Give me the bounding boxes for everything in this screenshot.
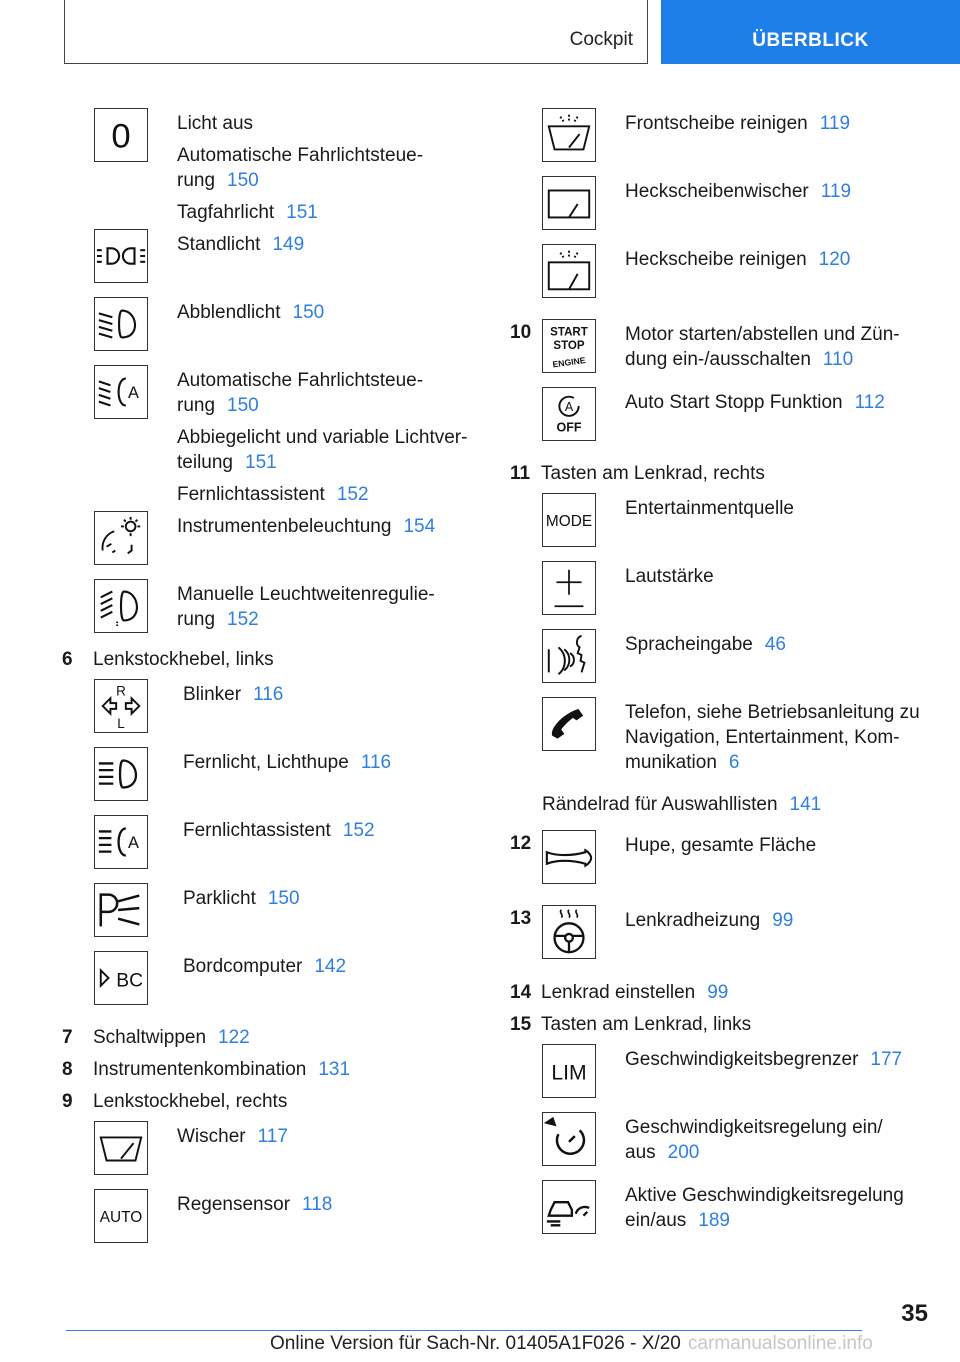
volume-icon <box>542 561 596 615</box>
entry-item <box>625 700 930 775</box>
entry-item <box>183 954 482 979</box>
row-light-off <box>94 108 482 229</box>
item-11 <box>510 461 930 486</box>
svg-text:ENGINE: ENGINE <box>551 354 587 370</box>
entry-item <box>625 322 930 372</box>
entry-item <box>177 111 482 136</box>
entry-item <box>177 425 482 475</box>
row-volume <box>542 561 930 629</box>
entry-text: Regensensor <box>177 1194 291 1215</box>
item-number: 10 <box>510 322 532 343</box>
entry-item <box>625 179 930 204</box>
row-voice-input <box>542 629 930 697</box>
svg-text:A: A <box>128 383 139 402</box>
start-stop-button-icon <box>542 319 596 373</box>
turn-signal-icon <box>94 679 148 733</box>
row-instrument-lighting <box>94 511 482 579</box>
item-number: 15 <box>510 1014 532 1035</box>
item-number: 14 <box>510 982 532 1003</box>
row-speed-limiter <box>542 1044 930 1112</box>
page-link[interactable]: 46 <box>764 634 786 655</box>
auto-light-icon <box>94 365 148 419</box>
row-high-beam <box>94 747 482 815</box>
entry-item <box>177 482 482 507</box>
page-link[interactable]: 142 <box>314 956 347 977</box>
page-link[interactable]: 99 <box>707 982 729 1003</box>
page-link[interactable]: 154 <box>403 516 436 537</box>
raendel-line <box>542 792 930 817</box>
entry-item <box>625 632 930 657</box>
row-parking-lamp <box>94 883 482 951</box>
row-rain-sensor <box>94 1189 482 1257</box>
entry-item <box>177 300 482 325</box>
page-link[interactable]: 152 <box>342 820 375 841</box>
entry-text: Aktive Geschwindigkeitsregelung ein/aus <box>625 1185 904 1231</box>
item-14 <box>510 980 930 1005</box>
item-number: 13 <box>510 908 532 929</box>
entry-text: Lautstärke <box>625 566 714 587</box>
row-auto-start-stop <box>542 387 930 461</box>
svg-text:AUTO: AUTO <box>99 1208 143 1226</box>
raendel-text: Rändelrad für Auswahllisten <box>542 794 778 815</box>
page-link[interactable]: 141 <box>789 794 822 815</box>
row-auto-light <box>94 365 482 511</box>
parking-light-icon <box>94 229 148 283</box>
entry-text: Fernlicht, Lichthupe <box>183 752 349 773</box>
entry-item <box>625 833 930 858</box>
auto-start-stop-icon <box>542 387 596 441</box>
entry-text: Abblendlicht <box>177 302 281 323</box>
entry-item <box>625 247 930 272</box>
page-link[interactable]: 112 <box>854 392 885 413</box>
item-number: 11 <box>510 463 531 484</box>
row-phone <box>542 697 930 792</box>
row-high-beam-assist <box>94 815 482 883</box>
row-turn-signal <box>94 679 482 747</box>
page-link[interactable]: 119 <box>820 181 852 202</box>
entry-text: Heckscheibenwischer <box>625 181 809 202</box>
entry-item <box>183 682 482 707</box>
item-label: Schaltwippen <box>93 1027 207 1048</box>
svg-text:A: A <box>128 833 139 852</box>
entry-text: Fernlichtassistent <box>177 484 325 505</box>
svg-text:OFF: OFF <box>556 420 582 435</box>
entry-text: Auto Start Stopp Funktion <box>625 392 843 413</box>
item-9 <box>62 1089 482 1114</box>
entry-item <box>183 886 482 911</box>
row-horn <box>510 830 930 905</box>
svg-text:R: R <box>116 683 126 699</box>
page-link[interactable]: 117 <box>257 1126 288 1147</box>
page-link[interactable]: 150 <box>227 170 259 191</box>
item-8 <box>62 1057 482 1082</box>
entry-text: Hupe, gesamte Fläche <box>625 835 817 856</box>
header-section: Cockpit <box>569 29 633 50</box>
entry-item <box>177 1124 482 1149</box>
row-wiper <box>94 1121 482 1189</box>
entry-text: Automatische Fahrlichtsteue-rung <box>177 370 424 416</box>
entry-item <box>183 750 482 775</box>
entry-item <box>625 390 930 415</box>
header-chapter-tab[interactable] <box>661 0 960 64</box>
entry-text: Wischer <box>177 1126 246 1147</box>
entry-item <box>625 908 930 933</box>
left-column <box>62 108 482 1257</box>
entry-item <box>177 514 482 539</box>
entry-text: Fernlichtassistent <box>183 820 331 841</box>
row-rear-wash <box>542 244 930 319</box>
row-low-beam <box>94 297 482 365</box>
svg-text:START: START <box>550 326 588 339</box>
page-link[interactable]: 6 <box>728 752 740 773</box>
page-link[interactable]: 152 <box>227 609 259 630</box>
onboard-computer-icon <box>94 951 148 1005</box>
page-link[interactable]: 149 <box>272 234 305 255</box>
voice-input-icon <box>542 629 596 683</box>
svg-text:LIM: LIM <box>551 1061 587 1085</box>
high-beam-icon <box>94 747 148 801</box>
footer-text: Online Version für Sach-Nr. 01405A1F026 - X/20 <box>270 1333 681 1354</box>
entry-item <box>625 564 930 589</box>
row-start-stop <box>510 319 930 387</box>
entry-item <box>625 496 930 521</box>
row-entertainment-source <box>542 493 930 561</box>
header-section-box <box>64 0 648 64</box>
steering-wheel-heating-icon <box>542 905 596 959</box>
page-link[interactable]: 150 <box>227 395 259 416</box>
entry-item <box>625 1183 930 1233</box>
row-headlight-range <box>94 579 482 647</box>
entry-text: Blinker <box>183 684 242 705</box>
entry-text: Frontscheibe reinigen <box>625 113 808 134</box>
svg-text:STOP: STOP <box>553 339 585 352</box>
page-link[interactable]: 110 <box>822 349 854 370</box>
parking-lamp-icon <box>94 883 148 937</box>
row-steering-heating <box>510 905 930 980</box>
row-active-cruise <box>542 1180 930 1248</box>
entry-text: Lenkradheizung <box>625 910 761 931</box>
cruise-control-icon <box>542 1112 596 1166</box>
row-rear-wiper <box>542 176 930 244</box>
entry-item <box>177 582 482 632</box>
item-number: 12 <box>510 833 532 854</box>
item-label: Tasten am Lenkrad, links <box>541 1014 752 1035</box>
rear-wash-icon <box>542 244 596 298</box>
item-label: Lenkstockhebel, rechts <box>93 1091 288 1112</box>
entry-text: Tagfahrlicht <box>177 202 275 223</box>
page-link[interactable]: 120 <box>818 249 851 270</box>
low-beam-icon <box>94 297 148 351</box>
item-15 <box>510 1012 930 1037</box>
item-number: 8 <box>62 1059 73 1080</box>
page-link[interactable]: 152 <box>336 484 369 505</box>
entry-text: Bordcomputer <box>183 956 303 977</box>
item-7 <box>62 1025 482 1050</box>
item-label: Lenkstockhebel, links <box>93 649 274 670</box>
mode-button-icon <box>542 493 596 547</box>
item-label: Tasten am Lenkrad, rechts <box>541 463 765 484</box>
page-link[interactable]: 151 <box>245 452 277 473</box>
page-link[interactable]: 122 <box>218 1027 250 1048</box>
page-link[interactable]: 189 <box>698 1210 730 1231</box>
header-chapter: ÜBERBLICK <box>752 30 869 51</box>
entry-text: Standlicht <box>177 234 261 255</box>
svg-text:0: 0 <box>111 117 131 156</box>
entry-item <box>177 368 482 418</box>
phone-icon <box>542 697 596 751</box>
svg-text:BC: BC <box>116 970 144 992</box>
page-link[interactable]: 116 <box>253 684 284 705</box>
footer-watermark: carmanualsonline.info <box>688 1333 873 1354</box>
entry-item <box>177 1192 482 1217</box>
entry-item <box>177 232 482 257</box>
entry-text: Instrumentenbeleuchtung <box>177 516 392 537</box>
svg-text:MODE: MODE <box>545 512 593 530</box>
entry-text: Telefon, siehe Betriebsanleitung zu Navigation, Entertainment, Kom-munikation <box>625 702 920 773</box>
item-label: Lenkrad einstellen <box>541 982 696 1003</box>
entry-item <box>625 111 930 136</box>
active-cruise-control-icon <box>542 1180 596 1234</box>
entry-text: Automatische Fahrlichtsteue-rung <box>177 145 424 191</box>
rear-wiper-icon <box>542 176 596 230</box>
windshield-wash-icon <box>542 108 596 162</box>
headlight-range-icon <box>94 579 148 633</box>
entry-item <box>177 143 482 193</box>
entry-item <box>625 1047 930 1072</box>
speed-limiter-icon <box>542 1044 596 1098</box>
page-link[interactable]: 151 <box>286 202 318 223</box>
high-beam-assist-icon <box>94 815 148 869</box>
entry-text: Parklicht <box>183 888 256 909</box>
page-link[interactable]: 99 <box>772 910 794 931</box>
entry-text: Geschwindigkeitsbegrenzer <box>625 1049 859 1070</box>
page-link[interactable]: 200 <box>667 1142 700 1163</box>
entry-text: Manuelle Leuchtweitenregulie-rung <box>177 584 435 630</box>
page-number: 35 <box>901 1300 928 1327</box>
page-link[interactable]: 131 <box>318 1059 351 1080</box>
horn-icon <box>542 830 596 884</box>
footer-divider <box>66 1330 862 1331</box>
item-number: 9 <box>62 1091 73 1112</box>
entry-item <box>183 818 482 843</box>
svg-text:A: A <box>564 400 574 415</box>
entry-text: Spracheingabe <box>625 634 753 655</box>
entry-item <box>177 200 482 225</box>
entry-item <box>625 1115 930 1165</box>
row-parking-light <box>94 229 482 297</box>
entry-text: Entertainmentquelle <box>625 498 794 519</box>
page-link[interactable]: 177 <box>870 1049 903 1070</box>
right-column <box>510 108 930 1248</box>
page-link[interactable]: 150 <box>267 888 300 909</box>
item-label: Instrumentenkombination <box>93 1059 307 1080</box>
instrument-lighting-icon <box>94 511 148 565</box>
entry-text: Abbiegelicht und variable Lichtver-teilung <box>177 427 468 473</box>
rain-sensor-icon <box>94 1189 148 1243</box>
entry-text: Geschwindigkeitsregelung ein/ aus <box>625 1117 883 1163</box>
svg-text:L: L <box>117 716 125 732</box>
entry-text: Motor starten/abstellen und Zün-dung ein-/ausschalten <box>625 324 900 370</box>
row-onboard-computer <box>94 951 482 1021</box>
item-number: 7 <box>62 1027 73 1048</box>
entry-text: Licht aus <box>177 113 254 134</box>
item-6 <box>62 647 482 672</box>
entry-text: Heckscheibe reinigen <box>625 249 807 270</box>
wiper-icon <box>94 1121 148 1175</box>
row-cruise-control <box>542 1112 930 1180</box>
page-link[interactable]: 119 <box>819 113 851 134</box>
light-switch-zero-icon <box>94 108 148 162</box>
page-link[interactable]: 116 <box>360 752 392 773</box>
item-number: 6 <box>62 649 73 670</box>
page-link[interactable]: 118 <box>302 1194 333 1215</box>
row-windshield-wash <box>542 108 930 176</box>
page-link[interactable]: 150 <box>292 302 325 323</box>
